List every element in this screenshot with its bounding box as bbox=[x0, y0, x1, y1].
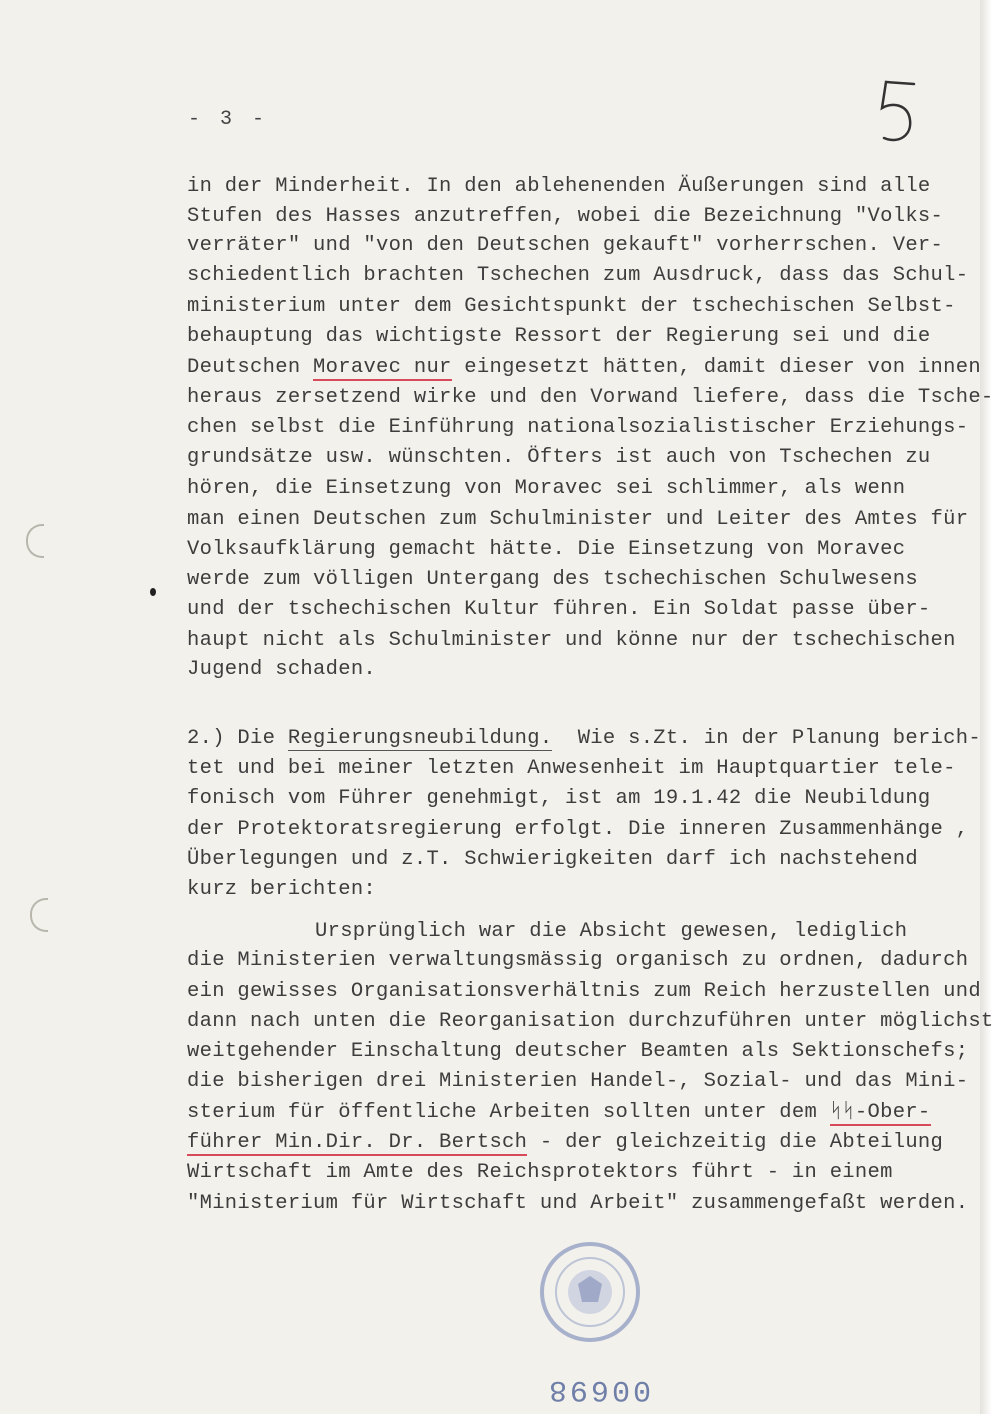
text-line: hören, die Einsetzung von Moravec sei schlimmer, als wenn bbox=[187, 477, 906, 500]
text-line: Wirtschaft im Amte des Reichsprotektors führt - in einem bbox=[187, 1161, 893, 1184]
page-edge bbox=[980, 0, 1000, 1420]
text-line bbox=[187, 1098, 931, 1128]
pencil-underlined-text: führer Min.Dir. Dr. Bertsch bbox=[187, 1131, 528, 1154]
text-line: verräter" und "von den Deutschen gekauft" vorherrschen. Ver- bbox=[187, 234, 944, 257]
text-line: werde zum völligen Untergang des tschechischen Schulwesens bbox=[187, 568, 918, 591]
text-span: sterium für öffentliche Arbeiten sollten unter dem bbox=[187, 1101, 830, 1124]
text-line: ein gewisses Organisationsverhältnis zum Reich herzustellen und bbox=[187, 980, 981, 1003]
text-line: chen selbst die Einführung nationalsozialistischer Erziehungs- bbox=[187, 416, 969, 439]
text-span: Wie s.Zt. in der Planung berich- bbox=[552, 727, 981, 750]
text-line: tet und bei meiner letzten Anwesenheit im Hauptquartier tele- bbox=[187, 757, 956, 780]
underlined-heading: Regierungsneubildung. bbox=[287, 727, 553, 750]
archive-number: 00698 bbox=[546, 1372, 652, 1406]
pencil-underlined-text: ᛋᛋ-Ober- bbox=[829, 1101, 931, 1124]
archive-stamp bbox=[530, 1232, 650, 1352]
text-line: fonisch vom Führer genehmigt, ist am 19.1.42 die Neubildung bbox=[187, 787, 931, 810]
text-line: Stufen des Hasses anzutreffen, wobei die Bezeichnung "Volks- bbox=[187, 205, 944, 228]
text-line: weitgehender Einschaltung deutscher Beamten als Sektionschefs; bbox=[187, 1040, 969, 1063]
section-heading bbox=[187, 724, 981, 754]
text-line: Überlegungen und z.T. Schwierigkeiten darf ich nachstehend bbox=[187, 848, 918, 871]
text-line: Ursprünglich war die Absicht gewesen, lediglich bbox=[315, 920, 908, 943]
text-line: "Ministerium für Wirtschaft und Arbeit" zusammengefaßt werden. bbox=[187, 1192, 969, 1215]
text-line: grundsätze usw. wünschten. Öfters ist auch von Tschechen zu bbox=[187, 446, 931, 469]
text-line: ministerium unter dem Gesichtspunkt der tschechischen Selbst- bbox=[187, 295, 956, 318]
text-line bbox=[187, 1128, 943, 1158]
text-span: 2.) Die bbox=[187, 727, 288, 750]
text-line: dann nach unten die Reorganisation durchzuführen unter möglichst bbox=[187, 1010, 994, 1033]
text-line: in der Minderheit. In den ablehenenden Äußerungen sind alle bbox=[187, 175, 931, 198]
text-line: schiedentlich brachten Tschechen zum Ausdruck, dass das Schul- bbox=[187, 264, 969, 287]
punch-hole bbox=[26, 524, 44, 558]
text-line bbox=[187, 353, 981, 383]
page-edge-bottom bbox=[0, 1414, 1000, 1420]
text-line: Jugend schaden. bbox=[187, 658, 377, 681]
text-line: haupt nicht als Schulminister und könne nur der tschechischen bbox=[187, 629, 956, 652]
punch-hole bbox=[30, 898, 48, 932]
text-line: behauptung das wichtigste Ressort der Regierung sei und die bbox=[187, 325, 931, 348]
ink-dot bbox=[150, 588, 156, 596]
text-line: der Protektoratsregierung erfolgt. Die inneren Zusammenhänge , bbox=[187, 818, 969, 841]
text-line: heraus zersetzend wirke und den Vorwand liefere, dass die Tsche- bbox=[187, 386, 994, 409]
text-span: Deutschen bbox=[187, 356, 314, 379]
text-span: - der gleichzeitig die Abteilung bbox=[527, 1131, 944, 1154]
handwritten-folio-number bbox=[874, 78, 918, 148]
pencil-underlined-text: Moravec nur bbox=[313, 356, 452, 379]
text-line: kurz berichten: bbox=[187, 878, 377, 901]
text-line: die Ministerien verwaltungsmässig organisch zu ordnen, dadurch bbox=[187, 949, 969, 972]
page-number: - 3 - bbox=[188, 108, 269, 131]
text-line: Volksaufklärung gemacht hätte. Die Einsetzung von Moravec bbox=[187, 538, 906, 561]
text-line: man einen Deutschen zum Schulminister und Leiter des Amtes für bbox=[187, 508, 969, 531]
text-line: und der tschechischen Kultur führen. Ein Soldat passe über- bbox=[187, 598, 931, 621]
text-span: eingesetzt hätten, damit dieser von innen bbox=[451, 356, 981, 379]
text-line: die bisherigen drei Ministerien Handel-, Sozial- und das Mini- bbox=[187, 1070, 969, 1093]
